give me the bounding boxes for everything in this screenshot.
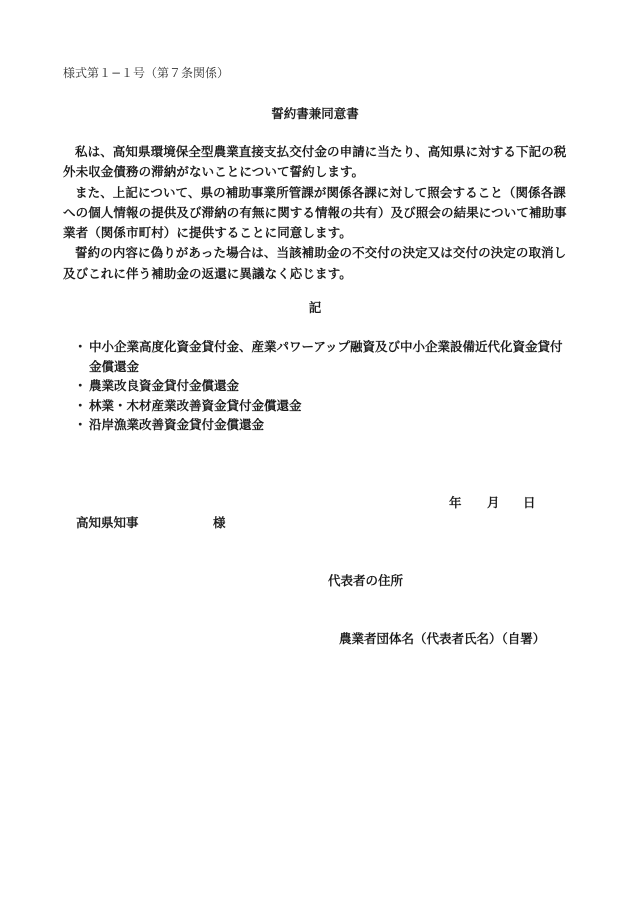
list-item-text: 沿岸漁業改善資金貸付金償還金 bbox=[89, 417, 265, 432]
bullet-mark: ・ bbox=[74, 417, 87, 432]
consent-paragraph: また、上記について、県の補助事業所管課が関係各課に対して照会すること（関係各課への個人情報の提供及び滞納の有無に関する情報の共有）及び照会の結果について補助事業者（関係市町村）に提供することに同意します。 bbox=[63, 184, 567, 241]
bullet-mark: ・ bbox=[74, 378, 87, 393]
addressee: 高知県知事 bbox=[76, 515, 139, 530]
date-month-label: 月 bbox=[487, 495, 500, 510]
date-day-label: 日 bbox=[523, 495, 536, 510]
document-title: 誓約書兼同意書 bbox=[271, 106, 359, 121]
list-item bbox=[74, 337, 574, 376]
date-year-label: 年 bbox=[449, 495, 462, 510]
pledge-paragraph: 私は、高知県環境保全型農業直接支払交付金の申請に当たり、高知県に対する下記の税外未収金債務の滞納がないことについて誓約します。 bbox=[63, 144, 567, 180]
pledge-body bbox=[63, 142, 573, 284]
list-item bbox=[74, 376, 574, 396]
bullet-mark: ・ bbox=[74, 339, 87, 354]
list-item bbox=[74, 415, 574, 435]
falsehood-paragraph: 誓約の内容に偽りがあった場合は、当該補助金の不交付の決定又は交付の決定の取消し及びこれに伴う補助金の返還に異議なく応じます。 bbox=[63, 245, 567, 281]
debt-item-list bbox=[74, 337, 574, 435]
honorific: 様 bbox=[213, 515, 226, 530]
list-item-text: 農業改良資金貸付金償還金 bbox=[89, 378, 240, 393]
list-item bbox=[74, 396, 574, 416]
list-item-text: 中小企業高度化資金貸付金、産業パワーアップ融資及び中小企業設備近代化資金貸付金償還金 bbox=[89, 339, 563, 374]
representative-address-label: 代表者の住所 bbox=[328, 573, 404, 588]
bullet-mark: ・ bbox=[74, 397, 87, 413]
representative-name-label: 農業者団体名（代表者氏名）（自署） bbox=[339, 631, 546, 646]
ki-heading: 記 bbox=[308, 300, 322, 315]
form-number: 様式第１−１号（第７条関係） bbox=[63, 66, 230, 80]
list-item-text: 林業・木材産業改善資金貸付金償還金 bbox=[89, 397, 302, 413]
